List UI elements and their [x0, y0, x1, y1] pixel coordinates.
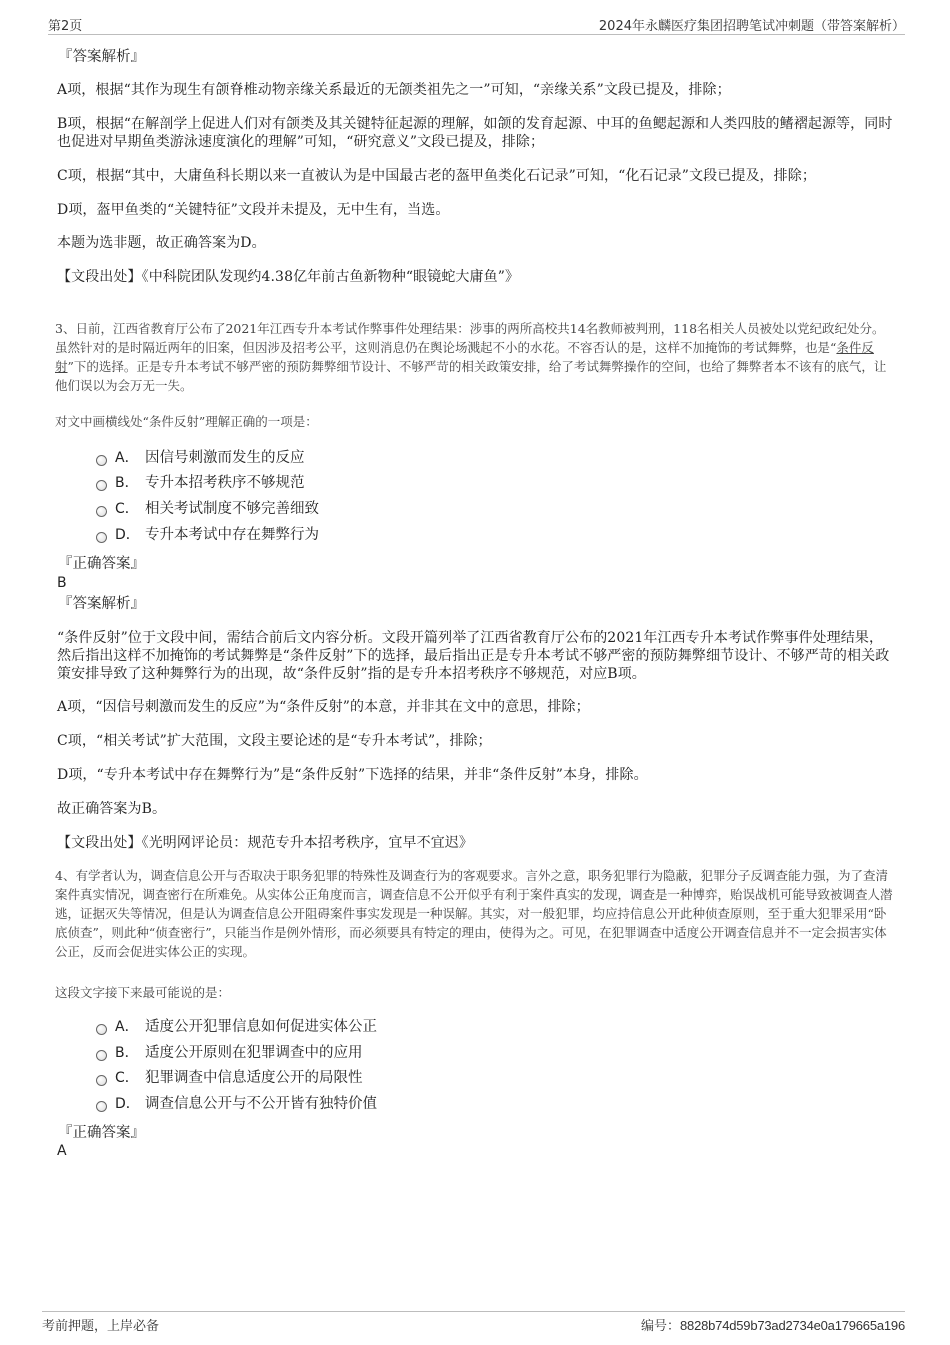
- option-text: 专升本招考秩序不够规范: [145, 475, 305, 491]
- option-letter: D．: [115, 1096, 140, 1112]
- q2-analysis-label: 『答案解析』: [58, 49, 145, 65]
- q4-prompt: 这段文字接下来最可能说的是：: [55, 985, 231, 1000]
- radio-icon[interactable]: [96, 506, 107, 517]
- option-text: 相关考试制度不够完善细致: [145, 501, 319, 517]
- option-text: 犯罪调查中信息适度公开的局限性: [145, 1070, 363, 1086]
- q3-passage-before: 3、日前，江西省教育厅公布了2021年江西专升本考试作弊事件处理结果：涉事的两所高校共14名教师被判刑，118名相关人员被处以党纪政纪处分。虽然针对的是时隔近两年的旧案，但因涉及招考公平，这则消息仍在舆论场溅起不小的水花。不容否认的是，这样不加掩饰的考试舞弊，也是“: [55, 321, 885, 355]
- option-letter: A．: [115, 1019, 139, 1035]
- footer-code: [641, 1315, 905, 1334]
- q3-prompt: 对文中画横线处“条件反射”理解正确的一项是：: [55, 414, 318, 429]
- option-letter: C．: [115, 501, 139, 517]
- q3-option-b[interactable]: [96, 472, 305, 494]
- option-letter: D．: [115, 527, 140, 543]
- q2-analysis-d: D项，盔甲鱼类的“关键特征”文段并未提及，无中生有，当选。: [57, 202, 450, 218]
- q3-analysis-main: “条件反射”位于文段中间，需结合前后文内容分析。文段开篇列举了江西省教育厅公布的2021年江西专升本考试作弊事件处理结果，然后指出这样不加掩饰的考试舞弊是“条件反射”下的选择，最后指出正是专升本考试不够严密的预防舞弊细节设计、不够严苛的相关政策安排导致了这种舞弊行为的出现，故“条件反射”指的是专升本招考秩序不够规范，对应B项。: [57, 630, 890, 682]
- option-text: 专升本考试中存在舞弊行为: [145, 527, 319, 543]
- q4-option-a[interactable]: [96, 1016, 377, 1038]
- q3-passage: [55, 319, 897, 395]
- q4-passage: 4、有学者认为，调查信息公开与否取决于职务犯罪的特殊性及调查行为的客观要求。言外之意，职务犯罪行为隐蔽，犯罪分子反调查能力强，为了查清案件真实情况，调查密行在所难免。从实体公正角度而言，调查信息不公开似乎有利于案件真实的发现，调查是一种博弈，贻误战机可能导致被调查人潜逃，证据灭失等情况，但是认为调查信息公开阻碍案件事实发现是一种误解。其实，对一般犯罪，均应持信息公开此种侦查原则，至于重大犯罪采用“卧底侦查”，则此种“侦查密行”，只能当作是例外情形，而必须要具有特定的理由，使得为之。可见，在犯罪调查中适度公开调查信息并不一定会损害实体公正，反而会促进实体公正的实现。: [55, 868, 893, 959]
- q4-correct-value: A: [57, 1143, 67, 1159]
- radio-icon[interactable]: [96, 532, 107, 543]
- q2-analysis-c: C项，根据“其中，大庸鱼科长期以来一直被认为是中国最古老的盔甲鱼类化石记录”可知，“化石记录”文段已提及，排除；: [57, 168, 816, 184]
- q3-analysis-d: D项，“专升本考试中存在舞弊行为”是“条件反射”下选择的结果，并非“条件反射”本身，排除。: [57, 767, 648, 783]
- q2-analysis-b: B项，根据“在解剖学上促进人们对有颌类及其关键特征起源的理解，如颌的发育起源、中耳的鱼鳃起源和人类四肢的鳍褶起源等，同时也促进对早期鱼类游泳速度演化的理解”可知，“研究意义”文段已提及，排除；: [57, 116, 893, 150]
- option-text: 适度公开犯罪信息如何促进实体公正: [145, 1019, 377, 1035]
- q2-analysis-a: A项，根据“其作为现生有颌脊椎动物亲缘关系最近的无颌类祖先之一”可知，“亲缘关系”文段已提及，排除；: [57, 82, 731, 98]
- q3-analysis-a: A项，“因信号刺激而发生的反应”为“条件反射”的本意，并非其在文中的意思，排除；: [57, 699, 590, 715]
- footer-code-value: 8828b74d59b73ad2734e0a179665a196: [680, 1318, 905, 1333]
- q4-option-c[interactable]: [96, 1067, 363, 1089]
- document-title: 2024年永麟医疗集团招聘笔试冲刺题（带答案解析）: [598, 19, 905, 34]
- q4-option-d[interactable]: [96, 1093, 377, 1115]
- page-number: 第2页: [48, 19, 83, 34]
- footer-code-label: 编号：: [641, 1319, 681, 1334]
- q3-analysis-c: C项，“相关考试”扩大范围，文段主要论述的是“专升本考试”，排除；: [57, 733, 492, 749]
- radio-icon[interactable]: [96, 1024, 107, 1035]
- q3-analysis-label: 『答案解析』: [58, 596, 145, 612]
- q3-correct-label: 『正确答案』: [58, 556, 145, 572]
- q4-correct-label: 『正确答案』: [58, 1125, 145, 1141]
- radio-icon[interactable]: [96, 1050, 107, 1061]
- option-letter: C．: [115, 1070, 139, 1086]
- option-letter: B．: [115, 475, 139, 491]
- q3-option-d[interactable]: [96, 524, 319, 546]
- q2-source: 【文段出处】《中科院团队发现约4.38亿年前古鱼新物种“眼镜蛇大庸鱼”》: [57, 269, 520, 285]
- q3-passage-after: ”下的选择。正是专升本考试不够严密的预防舞弊细节设计、不够严苛的相关政策安排，给了考试舞弊操作的空间，也给了舞弊者本不该有的底气，让他们误以为会万无一失。: [55, 359, 887, 393]
- radio-icon[interactable]: [96, 455, 107, 466]
- page-header: [48, 12, 905, 35]
- q4-option-b[interactable]: [96, 1042, 363, 1064]
- footer-slogan: 考前押题，上岸必备: [42, 1319, 160, 1334]
- q3-source: 【文段出处】《光明网评论员：规范专升本招考秩序，宜早不宜迟》: [57, 835, 473, 851]
- q3-underlined-term: 条件反射: [55, 340, 874, 374]
- option-text: 适度公开原则在犯罪调查中的应用: [145, 1045, 363, 1061]
- q3-option-c[interactable]: [96, 498, 319, 520]
- radio-icon[interactable]: [96, 1075, 107, 1086]
- q3-option-a[interactable]: [96, 447, 305, 469]
- option-text: 因信号刺激而发生的反应: [145, 450, 305, 466]
- option-letter: A．: [115, 450, 139, 466]
- page-footer: [42, 1311, 905, 1336]
- option-letter: B．: [115, 1045, 139, 1061]
- q3-correct-value: B: [57, 575, 67, 591]
- q3-conclusion: 故正确答案为B。: [57, 801, 167, 817]
- option-text: 调查信息公开与不公开皆有独特价值: [145, 1096, 377, 1112]
- q2-conclusion: 本题为选非题，故正确答案为D。: [57, 235, 266, 251]
- radio-icon[interactable]: [96, 480, 107, 491]
- radio-icon[interactable]: [96, 1101, 107, 1112]
